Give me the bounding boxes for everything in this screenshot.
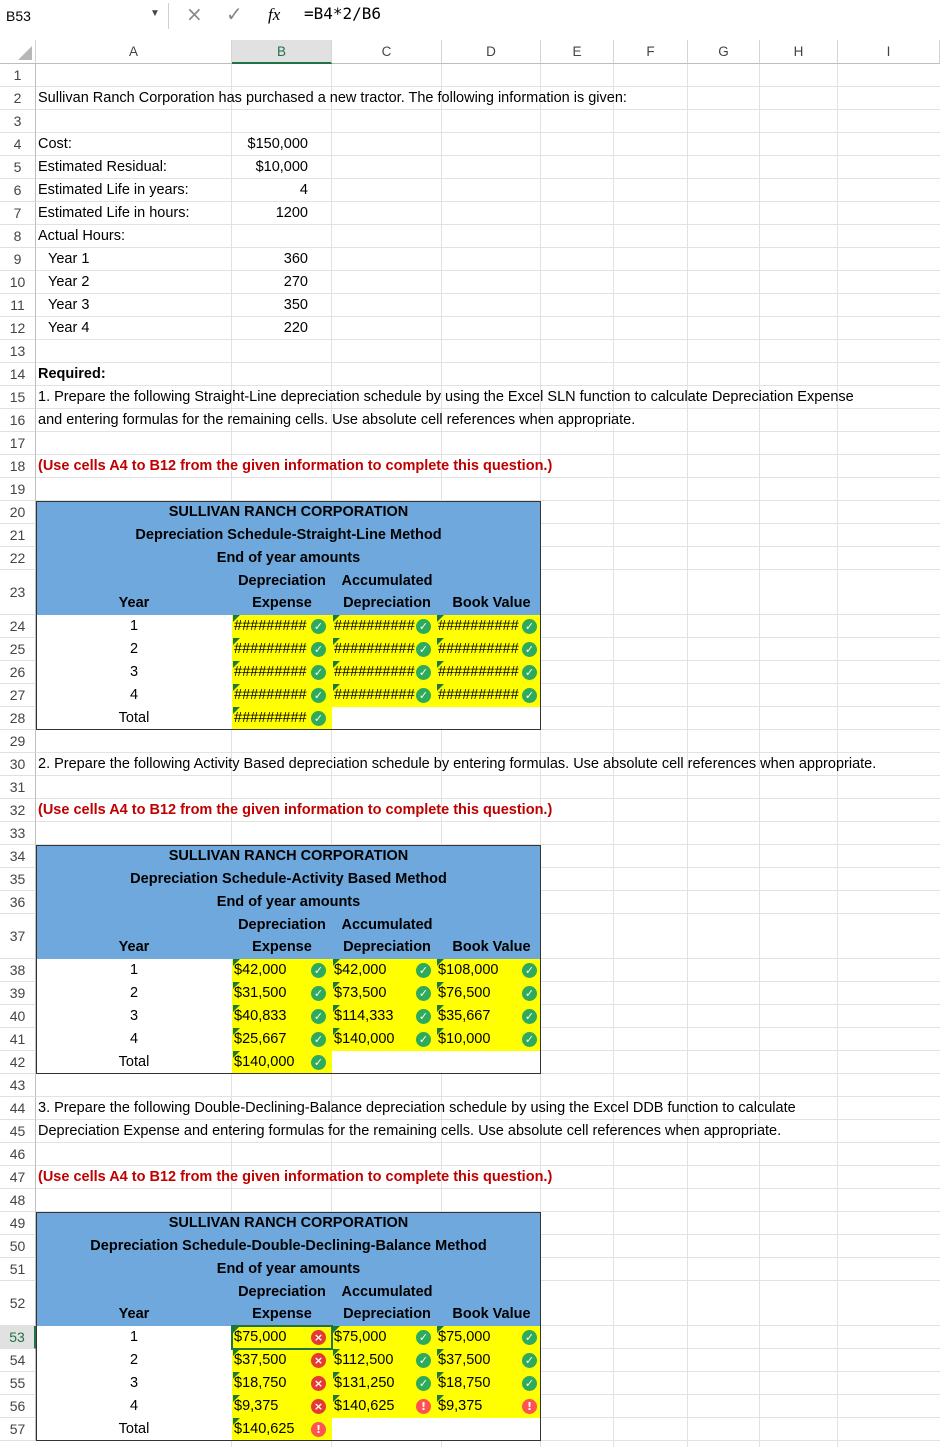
book-value-cell: $75,000 — [438, 1329, 491, 1345]
row-header[interactable]: 12 — [0, 317, 36, 340]
function-icon[interactable]: fx — [268, 5, 281, 24]
check-icon[interactable]: ✓ — [416, 1330, 431, 1345]
row-header[interactable]: 11 — [0, 294, 36, 317]
total-label: Total — [118, 710, 150, 726]
row-header[interactable]: 15 — [0, 386, 36, 409]
company-title: SULLIVAN RANCH CORPORATION — [168, 848, 409, 864]
row-header[interactable]: 13 — [0, 340, 36, 363]
comment-indicator-icon — [333, 1028, 340, 1035]
total-label: Total — [118, 1054, 150, 1070]
header-book-value: Book Value — [452, 1306, 531, 1322]
accumulated-cell: $140,000 — [334, 1031, 395, 1047]
end-of-year-label: End of year amounts — [216, 550, 361, 566]
check-icon[interactable]: ✓ — [311, 986, 326, 1001]
row-header[interactable]: 51 — [0, 1258, 36, 1281]
row-header[interactable]: 44 — [0, 1097, 36, 1120]
row-header[interactable]: 39 — [0, 982, 36, 1005]
gridline — [36, 362, 940, 363]
column-header-b[interactable]: B — [232, 40, 332, 64]
total-cell: ######### — [234, 710, 307, 726]
book-value-cell: $108,000 — [438, 962, 499, 978]
header-year: Year — [118, 939, 150, 955]
year-cell: 4 — [129, 1398, 139, 1414]
given-value: 1200 — [275, 205, 308, 221]
year-cell: 2 — [129, 641, 139, 657]
comment-indicator-icon — [333, 1395, 340, 1402]
comment-indicator-icon — [437, 684, 444, 691]
accumulated-cell: ########## — [334, 664, 415, 680]
header-book-value: Book Value — [452, 595, 531, 611]
comment-indicator-icon — [333, 615, 340, 622]
given-label: Actual Hours: — [38, 228, 126, 244]
row-header[interactable]: 32 — [0, 799, 36, 822]
row-header[interactable]: 20 — [0, 501, 36, 524]
row-header[interactable]: 34 — [0, 845, 36, 868]
comment-indicator-icon — [333, 1005, 340, 1012]
book-value-cell: $10,000 — [438, 1031, 491, 1047]
intro-text: Sullivan Ranch Corporation has purchased a new tractor. The following information is given: — [38, 90, 627, 106]
row-header[interactable]: 55 — [0, 1372, 36, 1395]
row-header[interactable]: 24 — [0, 615, 36, 638]
accumulated-cell: $112,500 — [334, 1352, 394, 1368]
column-header-a[interactable]: A — [36, 40, 232, 64]
given-label: Estimated Residual: — [38, 159, 167, 175]
question-1-text: 1. Prepare the following Straight-Line depreciation schedule by using the Excel SLN function to calculate Depreciation Expense — [38, 389, 854, 405]
row-header[interactable]: 53 — [0, 1326, 36, 1349]
check-icon[interactable]: ✓ — [522, 642, 537, 657]
check-icon[interactable]: ✓ — [522, 1330, 537, 1345]
enter-icon[interactable]: ✓ — [226, 2, 243, 26]
year-cell: 1 — [129, 1329, 139, 1345]
column-header-d[interactable]: D — [442, 40, 541, 64]
year-cell: 3 — [129, 1375, 139, 1391]
row-header[interactable]: 1 — [0, 64, 36, 87]
row-header[interactable]: 23 — [0, 570, 36, 615]
column-header-h[interactable]: H — [760, 40, 838, 64]
row-header[interactable]: 26 — [0, 661, 36, 684]
row-header[interactable]: 14 — [0, 363, 36, 386]
end-of-year-label: End of year amounts — [216, 894, 361, 910]
check-icon[interactable]: ✓ — [311, 619, 326, 634]
year-cell: 1 — [129, 618, 139, 634]
warning-icon[interactable]: ! — [311, 1422, 326, 1437]
row-header[interactable]: 4 — [0, 133, 36, 156]
given-value: 360 — [283, 251, 308, 267]
header-expense: Expense — [252, 595, 312, 611]
row-header[interactable]: 40 — [0, 1005, 36, 1028]
gridline — [36, 132, 940, 133]
check-icon[interactable]: ✓ — [416, 688, 431, 703]
check-icon[interactable]: ✓ — [522, 1353, 537, 1368]
given-label: Estimated Life in years: — [38, 182, 189, 198]
accumulated-cell: ########## — [334, 687, 415, 703]
check-icon[interactable]: ✓ — [311, 1032, 326, 1047]
expense-cell: $25,667 — [234, 1031, 287, 1047]
accumulated-cell: $140,625 — [334, 1398, 395, 1414]
book-value-cell: ########## — [438, 664, 519, 680]
row-header[interactable]: 25 — [0, 638, 36, 661]
check-icon[interactable]: ✓ — [522, 1009, 537, 1024]
total-label: Total — [118, 1421, 150, 1437]
header-accumulated: Accumulated — [341, 917, 433, 933]
expense-cell: ######### — [234, 618, 307, 634]
header-accumulated: Accumulated — [341, 573, 433, 589]
book-value-cell: ########## — [438, 618, 519, 634]
comment-indicator-icon — [333, 638, 340, 645]
gridline — [36, 293, 940, 294]
given-label: Year 3 — [48, 297, 90, 313]
name-box[interactable] — [0, 3, 169, 29]
row-header[interactable]: 54 — [0, 1349, 36, 1372]
row-header[interactable]: 38 — [0, 959, 36, 982]
row-header[interactable]: 57 — [0, 1418, 36, 1441]
expense-cell: $37,500 — [234, 1352, 287, 1368]
comment-indicator-icon — [437, 982, 444, 989]
check-icon[interactable]: ✓ — [416, 986, 431, 1001]
row-header[interactable]: 2 — [0, 87, 36, 110]
book-value-cell: $37,500 — [438, 1352, 491, 1368]
column-header-i[interactable]: I — [838, 40, 940, 64]
year-cell: 3 — [129, 1008, 139, 1024]
check-icon[interactable]: ✓ — [311, 1009, 326, 1024]
given-label: Year 4 — [48, 320, 90, 336]
accumulated-cell: $42,000 — [334, 962, 387, 978]
given-value: 350 — [283, 297, 308, 313]
selected-cell[interactable] — [231, 1325, 333, 1350]
expense-cell: ######### — [234, 687, 307, 703]
end-of-year-label: End of year amounts — [216, 1261, 361, 1277]
expense-cell: $42,000 — [234, 962, 287, 978]
comment-indicator-icon — [437, 1349, 444, 1356]
schedule-title: Depreciation Schedule-Double-Declining-Balance Method — [90, 1238, 487, 1254]
check-icon[interactable]: ✓ — [311, 642, 326, 657]
header-acc-depreciation: Depreciation — [343, 1306, 431, 1322]
row-header[interactable]: 5 — [0, 156, 36, 179]
given-label: Cost: — [38, 136, 72, 152]
header-acc-depreciation: Depreciation — [343, 939, 431, 955]
comment-indicator-icon — [437, 1028, 444, 1035]
check-icon[interactable]: ✓ — [416, 1376, 431, 1391]
year-cell: 1 — [129, 962, 139, 978]
row-header[interactable]: 46 — [0, 1143, 36, 1166]
expense-cell: $9,375 — [234, 1398, 279, 1414]
check-icon[interactable]: ✓ — [416, 963, 431, 978]
comment-indicator-icon — [233, 959, 240, 966]
given-label: Year 1 — [48, 251, 90, 267]
formula-input[interactable]: =B4*2/B6 — [304, 4, 382, 23]
cancel-icon[interactable]: × — [186, 2, 203, 26]
total-cell: $140,000 — [234, 1054, 295, 1070]
note-text: (Use cells A4 to B12 from the given information to complete this question.) — [38, 802, 553, 818]
given-value: 270 — [283, 274, 308, 290]
book-value-cell: $9,375 — [438, 1398, 483, 1414]
given-value: $150,000 — [247, 136, 308, 152]
expense-cell: $18,750 — [234, 1375, 287, 1391]
header-depreciation: Depreciation — [238, 917, 326, 933]
row-header[interactable]: 19 — [0, 478, 36, 501]
required-heading: Required: — [38, 366, 106, 382]
accumulated-cell: $73,500 — [334, 985, 387, 1001]
row-header[interactable]: 45 — [0, 1120, 36, 1143]
select-all-button[interactable] — [0, 40, 36, 64]
formula-bar — [0, 0, 940, 32]
row-header[interactable]: 35 — [0, 868, 36, 891]
header-depreciation: Depreciation — [238, 573, 326, 589]
chevron-down-icon[interactable]: ▼ — [150, 8, 160, 19]
row-header[interactable]: 43 — [0, 1074, 36, 1097]
given-value: 4 — [299, 182, 308, 198]
error-icon[interactable]: × — [311, 1376, 326, 1391]
accumulated-cell: $114,333 — [334, 1008, 394, 1024]
comment-indicator-icon — [437, 638, 444, 645]
row-header[interactable]: 49 — [0, 1212, 36, 1235]
question-1-text-cont: and entering formulas for the remaining cells. Use absolute cell references when appropriate. — [38, 412, 636, 428]
row-header[interactable]: 50 — [0, 1235, 36, 1258]
book-value-cell: ########## — [438, 641, 519, 657]
row-header[interactable]: 17 — [0, 432, 36, 455]
given-value: 220 — [283, 320, 308, 336]
check-icon[interactable]: ✓ — [311, 688, 326, 703]
company-title: SULLIVAN RANCH CORPORATION — [168, 1215, 409, 1231]
question-3-text: 3. Prepare the following Double-Declining-Balance depreciation schedule by using the Excel DDB function to calculate — [38, 1100, 796, 1116]
row-header[interactable]: 6 — [0, 179, 36, 202]
accumulated-cell: ########## — [334, 618, 415, 634]
header-acc-depreciation: Depreciation — [343, 595, 431, 611]
check-icon[interactable]: ✓ — [522, 619, 537, 634]
expense-cell: $75,000 — [234, 1329, 287, 1345]
row-header[interactable]: 27 — [0, 684, 36, 707]
check-icon[interactable]: ✓ — [522, 1376, 537, 1391]
comment-indicator-icon — [233, 1418, 240, 1425]
row-header[interactable]: 8 — [0, 225, 36, 248]
total-cell: $140,625 — [234, 1421, 295, 1437]
column-header-f[interactable]: F — [614, 40, 688, 64]
row-header[interactable]: 10 — [0, 271, 36, 294]
expense-cell: $31,500 — [234, 985, 287, 1001]
column-headers — [0, 40, 940, 64]
row-header[interactable]: 29 — [0, 730, 36, 753]
year-cell: 2 — [129, 985, 139, 1001]
expense-cell: ######### — [234, 641, 307, 657]
row-header[interactable]: 22 — [0, 547, 36, 570]
check-icon[interactable]: ✓ — [311, 665, 326, 680]
check-icon[interactable]: ✓ — [311, 1055, 326, 1070]
comment-indicator-icon — [233, 638, 240, 645]
book-value-cell: $35,667 — [438, 1008, 491, 1024]
row-header[interactable]: 56 — [0, 1395, 36, 1418]
check-icon[interactable]: ✓ — [522, 1032, 537, 1047]
question-3-text-cont: Depreciation Expense and entering formulas for the remaining cells. Use absolute cell references when appropriate. — [38, 1123, 782, 1139]
row-header[interactable]: 16 — [0, 409, 36, 432]
gridline — [36, 339, 940, 340]
row-header[interactable]: 33 — [0, 822, 36, 845]
check-icon[interactable]: ✓ — [416, 1353, 431, 1368]
check-icon[interactable]: ✓ — [522, 665, 537, 680]
row-header[interactable]: 42 — [0, 1051, 36, 1074]
comment-indicator-icon — [437, 661, 444, 668]
column-header-e[interactable]: E — [541, 40, 614, 64]
header-expense: Expense — [252, 939, 312, 955]
header-year: Year — [118, 595, 150, 611]
comment-indicator-icon — [437, 1005, 444, 1012]
check-icon[interactable]: ✓ — [416, 1032, 431, 1047]
comment-indicator-icon — [233, 982, 240, 989]
given-value: $10,000 — [255, 159, 308, 175]
comment-indicator-icon — [233, 661, 240, 668]
header-expense: Expense — [252, 1306, 312, 1322]
row-header[interactable]: 9 — [0, 248, 36, 271]
comment-indicator-icon — [333, 1372, 340, 1379]
comment-indicator-icon — [437, 959, 444, 966]
book-value-cell: $18,750 — [438, 1375, 491, 1391]
comment-indicator-icon — [233, 615, 240, 622]
row-header[interactable]: 52 — [0, 1281, 36, 1326]
row-header[interactable]: 18 — [0, 455, 36, 478]
comment-indicator-icon — [437, 1326, 444, 1333]
comment-indicator-icon — [333, 684, 340, 691]
row-header[interactable]: 31 — [0, 776, 36, 799]
row-header[interactable]: 48 — [0, 1189, 36, 1212]
comment-indicator-icon — [437, 1395, 444, 1402]
check-icon[interactable]: ✓ — [416, 619, 431, 634]
check-icon[interactable]: ✓ — [311, 963, 326, 978]
expense-cell: ######### — [234, 664, 307, 680]
header-accumulated: Accumulated — [341, 1284, 433, 1300]
year-cell: 4 — [129, 687, 139, 703]
header-book-value: Book Value — [452, 939, 531, 955]
comment-indicator-icon — [333, 1349, 340, 1356]
given-label: Year 2 — [48, 274, 90, 290]
comment-indicator-icon — [333, 959, 340, 966]
comment-indicator-icon — [233, 1028, 240, 1035]
comment-indicator-icon — [333, 982, 340, 989]
check-icon[interactable]: ✓ — [311, 711, 326, 726]
schedule-title: Depreciation Schedule-Straight-Line Method — [135, 527, 442, 543]
check-icon[interactable]: ✓ — [522, 688, 537, 703]
row-header[interactable]: 28 — [0, 707, 36, 730]
name-box-value: B53 — [6, 8, 31, 24]
schedule-title: Depreciation Schedule-Activity Based Method — [130, 871, 447, 887]
header-year: Year — [118, 1306, 150, 1322]
check-icon[interactable]: ✓ — [522, 986, 537, 1001]
book-value-cell: $76,500 — [438, 985, 491, 1001]
header-depreciation: Depreciation — [238, 1284, 326, 1300]
row-header[interactable]: 36 — [0, 891, 36, 914]
check-icon[interactable]: ✓ — [416, 1009, 431, 1024]
row-header[interactable]: 37 — [0, 914, 36, 959]
accumulated-cell: $75,000 — [334, 1329, 387, 1345]
expense-cell: $40,833 — [234, 1008, 287, 1024]
error-icon[interactable]: × — [311, 1330, 326, 1345]
check-icon[interactable]: ✓ — [416, 642, 431, 657]
comment-indicator-icon — [233, 1051, 240, 1058]
accumulated-cell: $131,250 — [334, 1375, 395, 1391]
row-header[interactable]: 41 — [0, 1028, 36, 1051]
year-cell: 2 — [129, 1352, 139, 1368]
comment-indicator-icon — [233, 684, 240, 691]
note-text: (Use cells A4 to B12 from the given information to complete this question.) — [38, 458, 553, 474]
comment-indicator-icon — [233, 1005, 240, 1012]
year-cell: 4 — [129, 1031, 139, 1047]
check-icon[interactable]: ✓ — [416, 665, 431, 680]
year-cell: 3 — [129, 664, 139, 680]
row-header[interactable]: 21 — [0, 524, 36, 547]
given-label: Estimated Life in hours: — [38, 205, 190, 221]
comment-indicator-icon — [233, 1395, 240, 1402]
warning-icon[interactable]: ! — [522, 1399, 537, 1414]
question-2-text: 2. Prepare the following Activity Based depreciation schedule by entering formulas. Use absolute cell references when appropriate. — [38, 756, 877, 772]
check-icon[interactable]: ✓ — [522, 963, 537, 978]
comment-indicator-icon — [233, 1349, 240, 1356]
comment-indicator-icon — [333, 1326, 340, 1333]
company-title: SULLIVAN RANCH CORPORATION — [168, 504, 409, 520]
gridline — [36, 316, 940, 317]
comment-indicator-icon — [437, 615, 444, 622]
column-header-g[interactable]: G — [688, 40, 760, 64]
row-header[interactable]: 7 — [0, 202, 36, 225]
gridline — [36, 247, 940, 248]
column-header-c[interactable]: C — [332, 40, 442, 64]
warning-icon[interactable]: ! — [416, 1399, 431, 1414]
row-header[interactable]: 3 — [0, 110, 36, 133]
comment-indicator-icon — [437, 1372, 444, 1379]
error-icon[interactable]: × — [311, 1399, 326, 1414]
error-icon[interactable]: × — [311, 1353, 326, 1368]
accumulated-cell: ########## — [334, 641, 415, 657]
row-header[interactable]: 47 — [0, 1166, 36, 1189]
note-text: (Use cells A4 to B12 from the given information to complete this question.) — [38, 1169, 553, 1185]
comment-indicator-icon — [233, 1372, 240, 1379]
gridline — [36, 270, 940, 271]
row-header[interactable]: 30 — [0, 753, 36, 776]
book-value-cell: ########## — [438, 687, 519, 703]
comment-indicator-icon — [233, 707, 240, 714]
comment-indicator-icon — [333, 661, 340, 668]
gridline — [36, 155, 940, 156]
